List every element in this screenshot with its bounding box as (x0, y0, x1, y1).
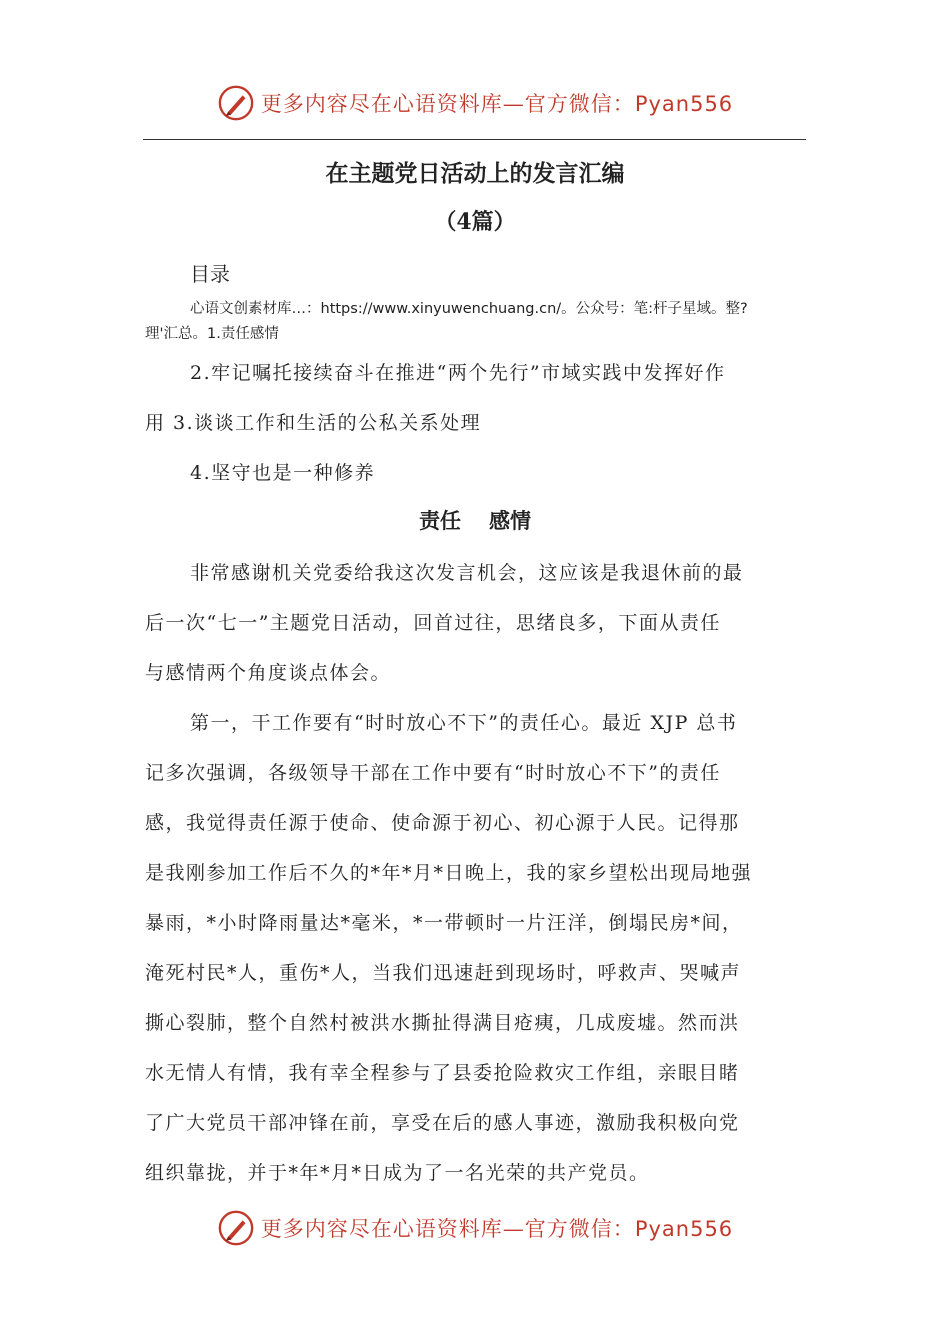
toc-item: 4.坚守也是一种修养 (190, 462, 376, 484)
section-title: 责任 感情 (419, 508, 531, 533)
paragraph-line: 感，我觉得责任源于使命、使命源于初心、初心源于人民。记得那 (145, 812, 740, 834)
paragraph-line: 暴雨，*小时降雨量达*毫米，*一带顿时一片汪洋，倒塌民房*间， (145, 912, 743, 934)
footer-banner (0, 1203, 950, 1253)
paragraph-line: 组织靠拢，并于*年*月*日成为了一名光荣的共产党员。 (145, 1162, 650, 1184)
paragraph-line: 与感情两个角度谈点体会。 (145, 662, 392, 684)
paragraph-line: 后一次“七一”主题党日活动，回首过往，思绪良多，下面从责任 (145, 612, 721, 634)
pen-logo-icon (217, 84, 255, 122)
paragraph-line: 记多次强调，各级领导干部在工作中要有“时时放心不下”的责任 (145, 762, 721, 784)
toc-item: 2.牢记嘱托接续奋斗在推进“两个先行”市域实践中发挥好作 (190, 362, 726, 384)
banner-text: 更多内容尽在心语资料库—官方微信：Pyan556 (260, 1217, 734, 1241)
header-banner (0, 78, 950, 128)
paragraph-line: 水无情人有情，我有幸全程参与了县委抢险救灾工作组，亲眼目睹 (145, 1062, 740, 1084)
paragraph-line: 撕心裂肺，整个自然村被洪水撕扯得满目疮痍，几成废墟。然而洪 (145, 1012, 740, 1034)
paragraph-line: 非常感谢机关党委给我这次发言机会，这应该是我退休前的最 (190, 562, 744, 584)
paragraph-line: 了广大党员干部冲锋在前，享受在后的感人事迹，激励我积极向党 (145, 1112, 740, 1134)
paragraph-line: 淹死村民*人，重伤*人，当我们迅速赶到现场时，呼救声、哭喊声 (145, 962, 742, 984)
toc-item: 用 3.谈谈工作和生活的公私关系处理 (145, 412, 482, 434)
document-title: 在主题党日活动上的发言汇编 (325, 160, 625, 187)
paragraph-line: 是我刚参加工作后不久的*年*月*日晚上，我的家乡望松出现局地强 (145, 862, 753, 884)
source-note-line: 心语文创素材库…：https://www.xinyuwenchuang.cn/。公众号：笔:杆子星域。整? (190, 301, 748, 317)
source-note-line: 理'汇总。1.责任感情 (145, 326, 279, 342)
document-subtitle: （4篇） (434, 209, 516, 235)
paragraph-line: 第一，干工作要有“时时放心不下”的责任心。最近 XJP 总书 (190, 712, 738, 734)
source-note (145, 297, 810, 347)
toc-heading: 目录 (190, 262, 230, 286)
pen-logo-icon (217, 1209, 255, 1247)
banner-text: 更多内容尽在心语资料库—官方微信：Pyan556 (260, 92, 734, 116)
header-divider (143, 139, 806, 140)
